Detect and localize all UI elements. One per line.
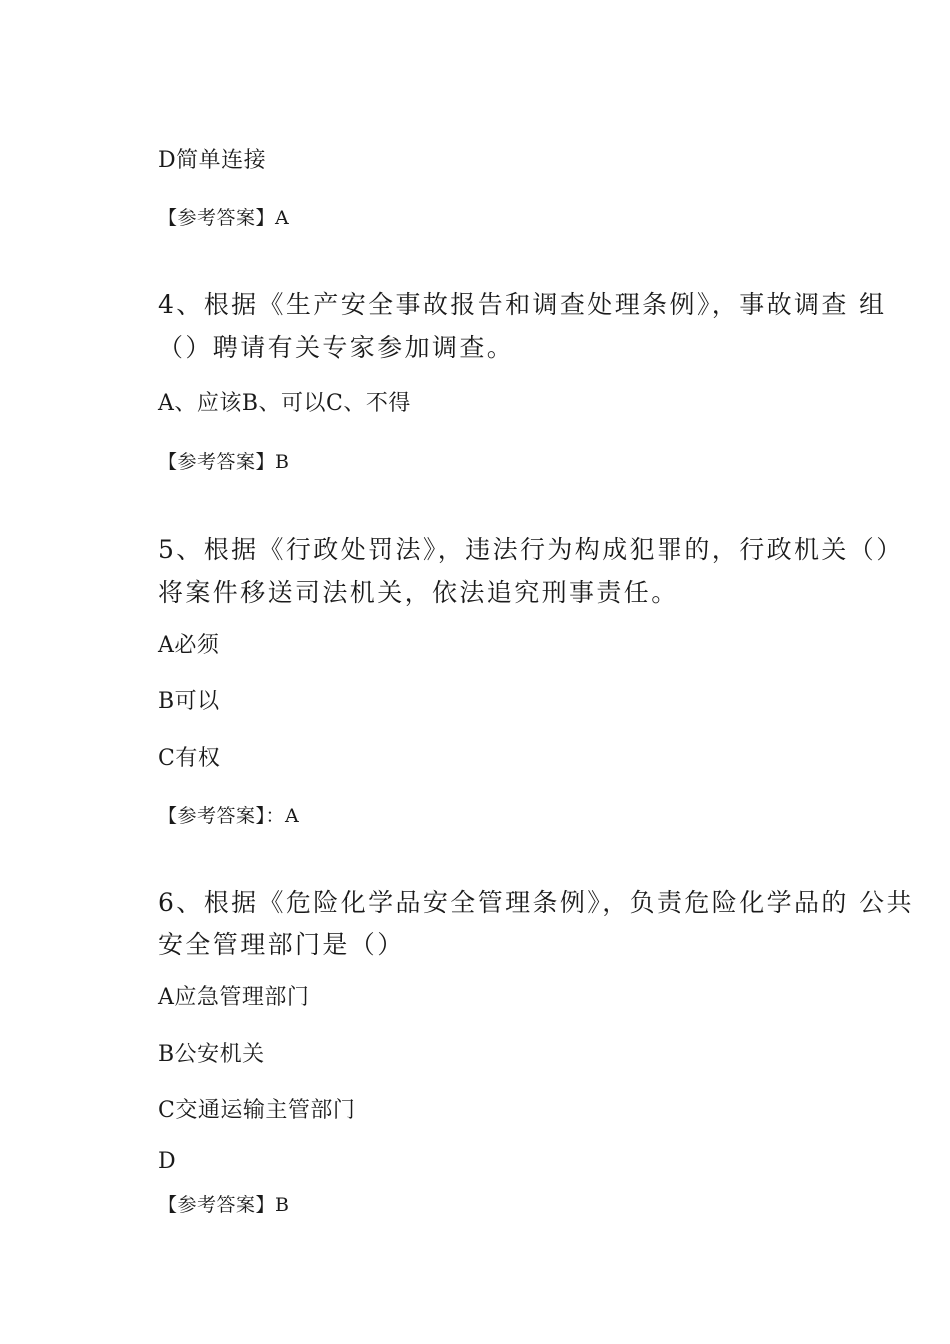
q5-answer: 【参考答案】：A — [158, 805, 300, 827]
q4-answer: 【参考答案】B — [158, 451, 290, 473]
q4-question-line2: （）聘请有关专家参加调查。 — [158, 333, 515, 362]
q5-question-line1: 5、根据《行政处罚法》，违法行为构成犯罪的，行政机关（） — [158, 535, 904, 564]
q6-question-line1: 6、根据《危险化学品安全管理条例》，负责危险化学品的 公共 — [158, 888, 914, 917]
q6-option-a: A应急管理部门 — [158, 985, 310, 1010]
q6-option-b: B公安机关 — [158, 1042, 265, 1067]
q5-question-line2: 将案件移送司法机关，依法追究刑事责任。 — [158, 578, 679, 607]
q6-option-d: D — [158, 1149, 177, 1174]
q5-option-b: B可以 — [158, 689, 220, 714]
q5-option-c: C有权 — [158, 746, 221, 771]
q4-options: A、应该B、可以C、不得 — [158, 391, 411, 416]
q6-question-line2: 安全管理部门是（） — [158, 930, 405, 959]
q5-option-a: A必须 — [158, 633, 220, 658]
q3-answer: 【参考答案】A — [158, 207, 290, 229]
q4-question-line1: 4、根据《生产安全事故报告和调查处理条例》，事故调查 组 — [158, 290, 887, 319]
q6-option-c: C交通运输主管部门 — [158, 1098, 356, 1123]
q6-answer: 【参考答案】B — [158, 1194, 290, 1216]
q3-option-d: D简单连接 — [158, 148, 267, 173]
